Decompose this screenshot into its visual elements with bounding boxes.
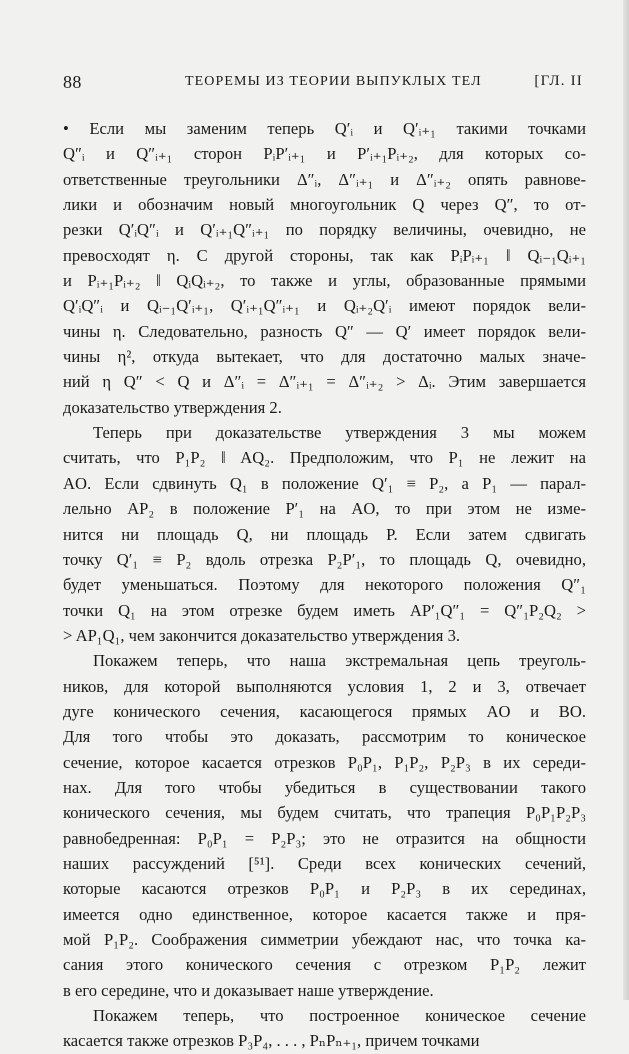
text-line: сания этого конического сечения с отрезком P₁P₂ лежит [63,955,586,975]
text-line: AO. Если сдвинуть Q₁ в положение Q′₁ ≡ P₂, а P₁ — парал- [63,473,586,493]
text-line: чины η. Следовательно, разность Q″ — Q′ имеет порядок вели- [63,321,586,341]
text-line: лики и обозначим новый многоугольник Q через Q″, то от- [63,195,586,215]
text-line: сечение, которое касается отрезков P₀P₁, P₁P₂, P₂P₃ в их середи- [63,752,586,772]
text-line: касается также отрезков P₃P₄, . . . , PₙPₙ₊₁, причем точками [63,1031,480,1051]
text-line: точки Q₁ на этом отрезке будем иметь AP′₁Q″₁ = Q″₁P₂Q₂ > [63,600,586,620]
text-line: Q′ᵢQ″ᵢ и Qᵢ₋₁Q′ᵢ₊₁, Q′ᵢ₊₁Q″ᵢ₊₁ и Qᵢ₊₂Q′ᵢ имеют порядок вели- [63,296,586,316]
text-line: мой P₁P₂. Соображения симметрии убеждают нас, что точка ка- [63,930,586,949]
paragraph [63,420,586,648]
text-line: точку Q′₁ ≡ P₂ вдоль отрезка P₂P′₁, то площадь Q, очевидно, [63,549,586,569]
text-line: наших рассуждений [⁵¹]. Среди всех конических сечений, [63,853,586,873]
text-line: Теперь при доказательстве утверждения 3 мы можем [93,423,586,443]
text-line: дуге конического сечения, касающегося прямых AO и BO. [63,701,586,721]
running-header [63,72,583,96]
text-line: в его середине, что и доказывает наше утверждение. [63,980,434,1000]
text-line: Для того чтобы это доказать, рассмотрим то коническое [63,727,586,747]
text-line: > AP₁Q₁, чем закончится доказательство утверждения 3. [63,625,461,645]
text-line: лельно AP₂ в положение P′₁ на AO, то при этом не изме- [63,499,586,519]
text-line: превосходят η. С другой стороны, так как PᵢPᵢ₊₁ ‖ Qᵢ₋₁Qᵢ₊₁ [63,245,586,265]
text-line: Покажем теперь, что построенное коническое сечение [93,1006,586,1026]
paragraph [63,648,586,1003]
paragraph [63,116,586,420]
text-line: Q″ᵢ и Q″ᵢ₊₁ сторон PᵢP′ᵢ₊₁ и P′ᵢ₊₁Pᵢ₊₂, для которых со- [63,144,586,164]
text-line: ответственные треугольники Δ″ᵢ, Δ″ᵢ₊₁ и Δ″ᵢ₊₂ опять равнове- [63,169,586,189]
text-line: имеется одно единственное, которое касается также и пря- [63,904,586,924]
text-line: нится ни площадь Q, ни площадь P. Если затем сдвигать [63,524,586,544]
text-line: равнобедренная: P₀P₁ = P₂P₃; это не отразится на общности [63,828,586,848]
text-line: чины η², откуда вытекает, что для достаточно малых значе- [63,347,586,367]
text-line: доказательство утверждения 2. [63,397,282,417]
running-title: ТЕОРЕМЫ ИЗ ТЕОРИИ ВЫПУКЛЫХ ТЕЛ [185,74,482,89]
paragraph [63,1003,586,1054]
text-line: ников, для которой выполняются условия 1, 2 и 3, отвечает [63,676,586,696]
chapter-label: [ГЛ. II [534,73,583,89]
page-body [63,116,586,1054]
text-line: ний η Q″ < Q и Δ″ᵢ = Δ″ᵢ₊₁ = Δ″ᵢ₊₂ > Δᵢ. Этим завершается [63,372,586,392]
text-line: и Pᵢ₊₁Pᵢ₊₂ ‖ QᵢQᵢ₊₂, то также и углы, образованные прямыми [63,271,586,291]
page-edge [623,0,629,1000]
text-line: будет уменьшаться. Поэтому для некоторого положения Q″₁ [63,575,586,595]
text-line: считать, что P₁P₂ ‖ AQ₂. Предположим, что P₁ не лежит на [63,448,586,468]
text-line: конического сечения, мы будем считать, что трапеция P₀P₁P₂P₃ [63,803,586,823]
text-line: нах. Для того чтобы убедиться в существовании такого [63,777,586,797]
text-line: резки Q′ᵢQ″ᵢ и Q′ᵢ₊₁Q″ᵢ₊₁ по порядку величины, очевидно, не [63,220,586,240]
text-line: которые касаются отрезков P₀P₁ и P₂P₃ в их серединах, [63,879,586,899]
text-line: Покажем теперь, что наша экстремальная цепь треуголь- [93,651,586,671]
text-line: • Если мы заменим теперь Q′ᵢ и Q′ᵢ₊₁ такими точками [63,119,586,138]
page-number: 88 [63,72,82,92]
